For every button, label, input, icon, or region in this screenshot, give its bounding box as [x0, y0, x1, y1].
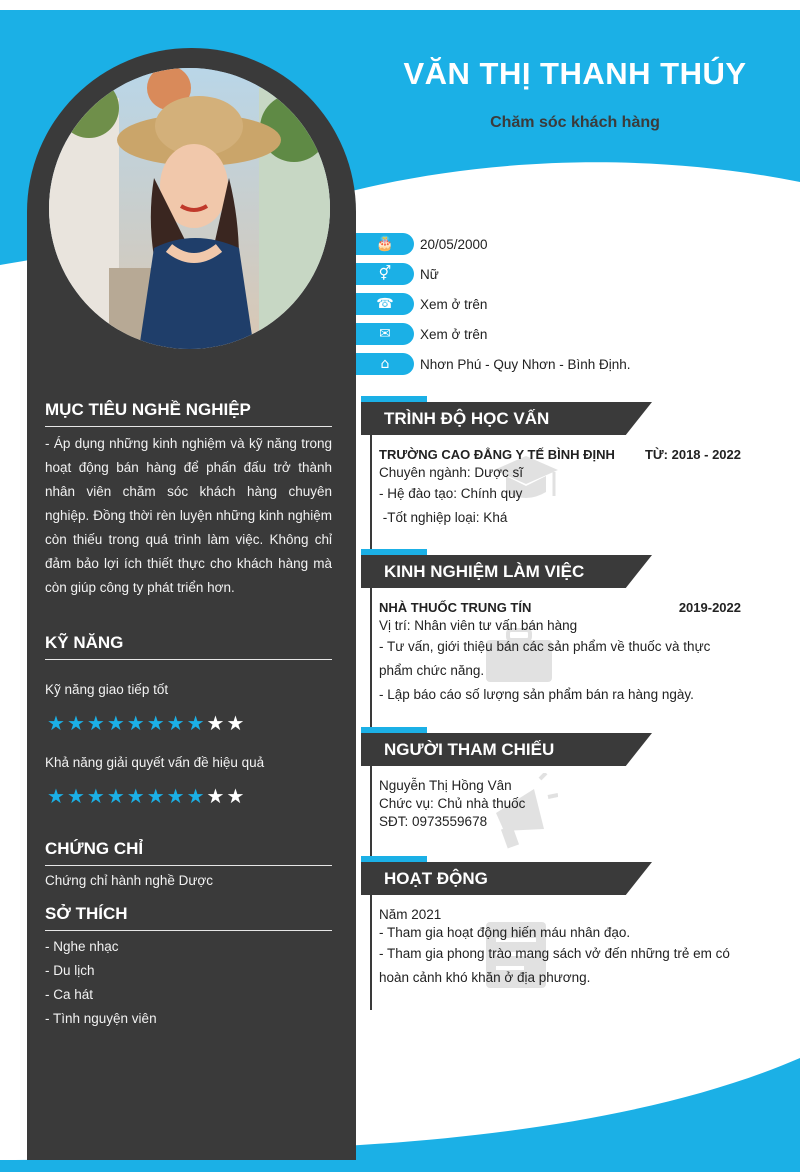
star-filled-icon: ★ — [106, 784, 125, 808]
star-empty-icon: ★ — [206, 784, 225, 808]
contact-gender — [356, 262, 786, 286]
education-header — [361, 402, 652, 435]
address-value: Nhơn Phú - Quy Nhơn - Bình Định. — [420, 356, 631, 372]
timeline-line — [370, 398, 372, 1010]
reference-title: NGƯỜI THAM CHIẾU — [384, 740, 555, 759]
profile-photo-image — [49, 68, 330, 349]
skill-rating — [47, 786, 244, 806]
star-filled-icon: ★ — [66, 711, 85, 735]
education-row — [379, 446, 741, 464]
star-filled-icon: ★ — [47, 711, 65, 735]
reference-role: Chức vụ: Chủ nhà thuốc — [379, 796, 526, 811]
star-empty-icon: ★ — [226, 711, 245, 735]
contact-phone — [356, 292, 786, 316]
activities-title: HOẠT ĐỘNG — [384, 869, 488, 888]
experience-role: Vị trí: Nhân viên tư vấn bán hàng — [379, 618, 578, 633]
profile-photo — [49, 68, 330, 349]
education-title: TRÌNH ĐỘ HỌC VẤN — [384, 409, 550, 428]
star-filled-icon: ★ — [186, 784, 205, 808]
email-value: Xem ở trên — [420, 326, 488, 342]
skill-label: Kỹ năng giao tiếp tốt — [45, 682, 169, 697]
contact-birthday — [356, 232, 786, 256]
star-empty-icon: ★ — [206, 711, 225, 735]
education-grade: -Tốt nghiệp loại: Khá — [379, 510, 508, 525]
star-filled-icon: ★ — [166, 784, 185, 808]
skill-rating — [47, 713, 244, 733]
activities-block — [379, 906, 741, 990]
star-filled-icon: ★ — [47, 784, 65, 808]
education-period: TỪ: 2018 - 2022 — [644, 447, 741, 462]
star-filled-icon: ★ — [186, 711, 205, 735]
star-filled-icon: ★ — [106, 711, 125, 735]
experience-block — [379, 599, 741, 707]
phone-value: Xem ở trên — [420, 296, 488, 312]
experience-duty: - Lập báo cáo số lượng sản phẩm bán ra hàng ngày. — [379, 687, 694, 702]
home-icon: ⌂ — [356, 353, 414, 375]
hobby-item: - Tình nguyện viên — [45, 1011, 157, 1026]
experience-row — [379, 599, 741, 617]
star-filled-icon: ★ — [126, 711, 145, 735]
phone-icon: ☎ — [356, 293, 414, 315]
reference-header — [361, 733, 652, 766]
objective-title: MỤC TIÊU NGHỀ NGHIỆP — [45, 400, 332, 427]
email-icon: ✉ — [356, 323, 414, 345]
gender-value: Nữ — [420, 266, 439, 282]
activity-year: Năm 2021 — [379, 907, 442, 922]
contact-email — [356, 322, 786, 346]
skill-label: Khả năng giải quyết vấn đề hiệu quả — [45, 755, 265, 770]
activity-item: - Tham gia hoạt động hiến máu nhân đạo. — [379, 925, 631, 940]
experience-period: 2019-2022 — [678, 600, 741, 615]
skills-title: KỸ NĂNG — [45, 633, 332, 660]
reference-block — [379, 777, 741, 831]
school-name: TRƯỜNG CAO ĐẲNG Y TẾ BÌNH ĐỊNH — [379, 447, 615, 462]
star-filled-icon: ★ — [146, 784, 165, 808]
gender-icon: ⚥ — [356, 263, 414, 285]
experience-header — [361, 555, 652, 588]
candidate-name: VĂN THỊ THANH THÚY — [403, 56, 747, 91]
star-empty-icon: ★ — [226, 784, 245, 808]
education-major: Chuyên ngành: Dược sĩ — [379, 465, 523, 480]
star-filled-icon: ★ — [66, 784, 85, 808]
job-position: Chăm sóc khách hàng — [490, 114, 660, 131]
reference-name: Nguyễn Thị Hồng Vân — [379, 778, 512, 793]
reference-phone: SĐT: 0973559678 — [379, 814, 488, 829]
hobbies-title: SỞ THÍCH — [45, 904, 332, 931]
star-filled-icon: ★ — [126, 784, 145, 808]
education-type: - Hệ đào tạo: Chính quy — [379, 486, 523, 501]
certificate-item: Chứng chỉ hành nghề Dược — [45, 873, 214, 888]
contact-address — [356, 352, 786, 376]
star-filled-icon: ★ — [86, 711, 105, 735]
star-filled-icon: ★ — [146, 711, 165, 735]
hobby-item: - Du lịch — [45, 963, 95, 978]
hobby-item: - Nghe nhạc — [45, 939, 119, 954]
certificates-title: CHỨNG CHỈ — [45, 839, 332, 866]
birthday-cake-icon: 🎂 — [356, 233, 414, 255]
star-filled-icon: ★ — [86, 784, 105, 808]
activities-header — [361, 862, 652, 895]
objective-text: - Áp dụng những kinh nghiệm và kỹ năng trong hoạt động bán hàng để phấn đấu trở thành nhân viên chăm sóc khách hàng chuyên nghiệp. Đồng thời rèn luyện những kinh nghiệm còn thiếu trong quá trình làm việc. Không chỉ đảm bảo lợi ích thiết thực cho khách hàng mà còn giúp công ty phát triển hơn. — [45, 436, 332, 595]
hobbies-list — [45, 935, 332, 1031]
activity-item: - Tham gia phong trào mang sách vở đến những trẻ em có hoàn cảnh khó khăn ở địa phương. — [379, 946, 730, 985]
star-filled-icon: ★ — [166, 711, 185, 735]
birthday-value: 20/05/2000 — [420, 236, 488, 252]
experience-title: KINH NGHIỆM LÀM VIỆC — [384, 562, 585, 581]
hobby-item: - Ca hát — [45, 987, 94, 1002]
education-block — [379, 446, 741, 530]
company-name: NHÀ THUỐC TRUNG TÍN — [379, 600, 532, 615]
experience-duty: - Tư vấn, giới thiệu bán các sản phẩm về thuốc và thực phẩm chức năng. — [379, 639, 711, 678]
